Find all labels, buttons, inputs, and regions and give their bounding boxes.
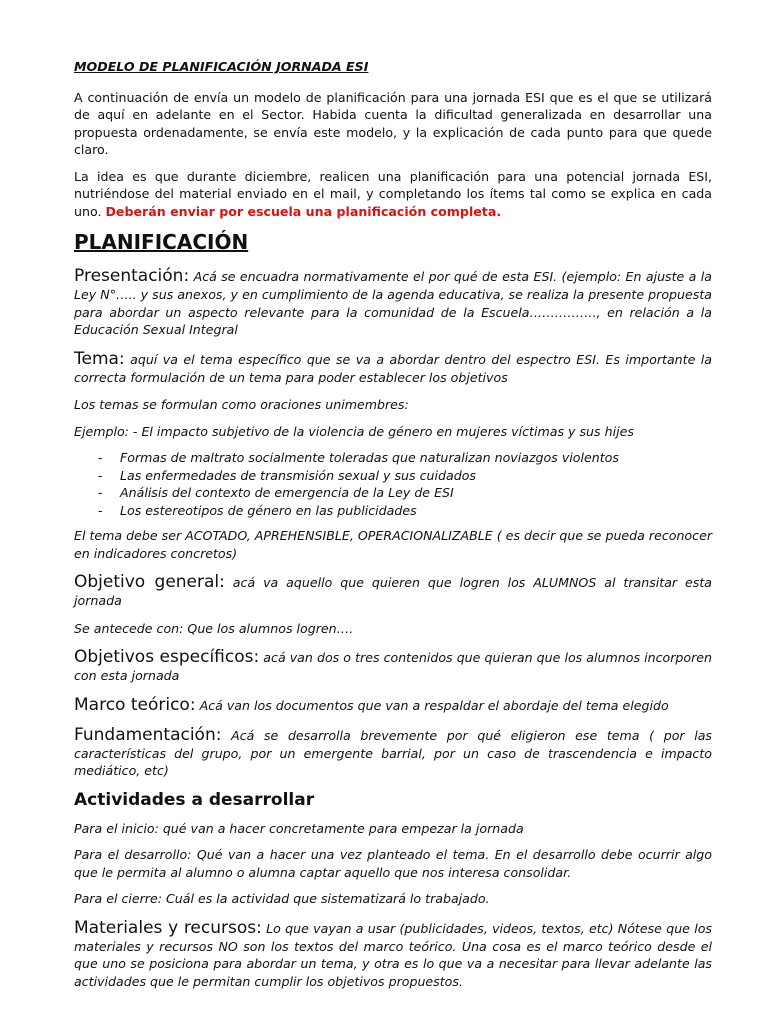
intro-paragraph-1: A continuación de envía un modelo de planificación para una jornada ESI que es el que se utilizará de aquí en adelante en el Sector. Habida cuenta la dificultad generalizada en desarrollar una propuesta ordenadamente, se envía este modelo, y la explicación de cada punto para que quede claro. [74, 89, 712, 157]
tema-text: aquí va el tema específico que se va a abordar dentro del espectro ESI. Es importante la correcta formulación de un tema para poder establecer los objetivos [74, 351, 712, 385]
tema-note-unimembres: Los temas se formulan como oraciones unimembres: [74, 397, 409, 412]
objetivo-general-note: Se antecede con: Que los alumnos logren…. [74, 620, 354, 636]
marco-teorico-label: Marco teórico: [74, 694, 196, 715]
section-objetivos-especificos [74, 647, 712, 685]
objetivo-general-text: acá va aquello que quieren que logren los ALUMNOS al transitar esta jornada [74, 575, 712, 608]
section-presentacion [74, 266, 712, 339]
intro-paragraph-2 [74, 168, 712, 221]
actividades-cierre: Para el cierre: Cuál es la actividad que sistematizará lo trabajado. [74, 891, 490, 906]
bullet-marker: - [98, 502, 103, 518]
actividades-heading: Actividades a desarrollar [74, 789, 315, 810]
bullet-marker: - [98, 485, 103, 500]
section-fundamentacion [74, 725, 712, 780]
fundamentacion-label: Fundamentación: [74, 724, 222, 745]
document-title: MODELO DE PLANIFICACIÓN JORNADA ESI [74, 59, 369, 74]
planificacion-heading: PLANIFICACIÓN [74, 230, 249, 254]
list-item: - Los estereotipos de género en las publicidades [98, 502, 417, 518]
actividades-desarrollo: Para el desarrollo: Qué van a hacer una vez planteado el tema. En el desarrollo debe ocurrir algo que le permita al alumno o alumna captar aquello que nos interesa consolidar. [74, 847, 712, 880]
bullet-marker: - [98, 467, 103, 483]
objetivos-especificos-label: Objetivos específicos: [74, 647, 260, 667]
actividades-inicio: Para el inicio: qué van a hacer concretamente para empezar la jornada [74, 820, 524, 836]
presentacion-label: Presentación: [74, 266, 190, 286]
presentacion-text: Acá se encuadra normativamente el por qué de esta ESI. (ejemplo: En ajuste a la Ley N°….. y sus anexos, y en cumplimiento de la agenda educativa, se realiza la presente propuesta para abordar un aspecto relevante para la comunidad de la Escuela……………., en relación a la Educación Sexual Integral [74, 269, 712, 337]
fundamentacion-text: Acá se desarrolla brevemente por qué eligieron ese tema ( por las características del grupo, por un emergente barrial, por un caso de trascendencia e impacto mediático, etc) [74, 727, 712, 778]
objetivos-especificos-text: acá van dos o tres contenidos que quieran que los alumnos incorporen con esta jornada [74, 650, 712, 683]
intro-paragraph-2-text: La idea es que durante diciembre, realicen una planificación para una potencial jornada ESI, nutriéndose del material enviado en el mail, y completando los ítems tal como se explica en cada uno. [74, 168, 712, 219]
list-item: - Las enfermedades de transmisión sexual y sus cuidados [98, 467, 476, 483]
marco-teorico-text: Acá van los documentos que van a respaldar el abordaje del tema elegido [199, 697, 669, 713]
objetivo-general-label: Objetivo general: [74, 572, 225, 592]
bullet-marker: - [98, 450, 103, 465]
document-page [74, 58, 712, 990]
materiales-label: Materiales y recursos: [74, 917, 262, 938]
list-item: - Análisis del contexto de emergencia de la Ley de ESI [98, 485, 454, 500]
intro-red-note: Deberán enviar por escuela una planificación completa. [105, 203, 502, 219]
section-materiales [74, 918, 712, 991]
section-tema [74, 349, 712, 387]
section-objetivo-general [74, 572, 712, 610]
tema-note-acotado: El tema debe ser ACOTADO, APREHENSIBLE, OPERACIONALIZABLE ( es decir que se pueda reconocer en indicadores concretos) [74, 528, 712, 561]
list-item: - Formas de maltrato socialmente toleradas que naturalizan noviazgos violentos [98, 450, 619, 465]
section-marco-teorico [74, 695, 712, 715]
materiales-text: Lo que vayan a usar (publicidades, videos, textos, etc) Nótese que los materiales y recursos NO son los textos del marco teórico. Una cosa es el marco teórico desde el que uno se posiciona para abordar un tema, y otra es lo que va a necesitar para llevar adelante las actividades que le permitan cumplir los objetivos propuestos. [74, 920, 712, 989]
tema-label: Tema: [74, 348, 125, 369]
tema-bullet-list [74, 449, 712, 519]
tema-example: Ejemplo: - El impacto subjetivo de la violencia de género en mujeres víctimas y sus hijes [74, 423, 634, 439]
